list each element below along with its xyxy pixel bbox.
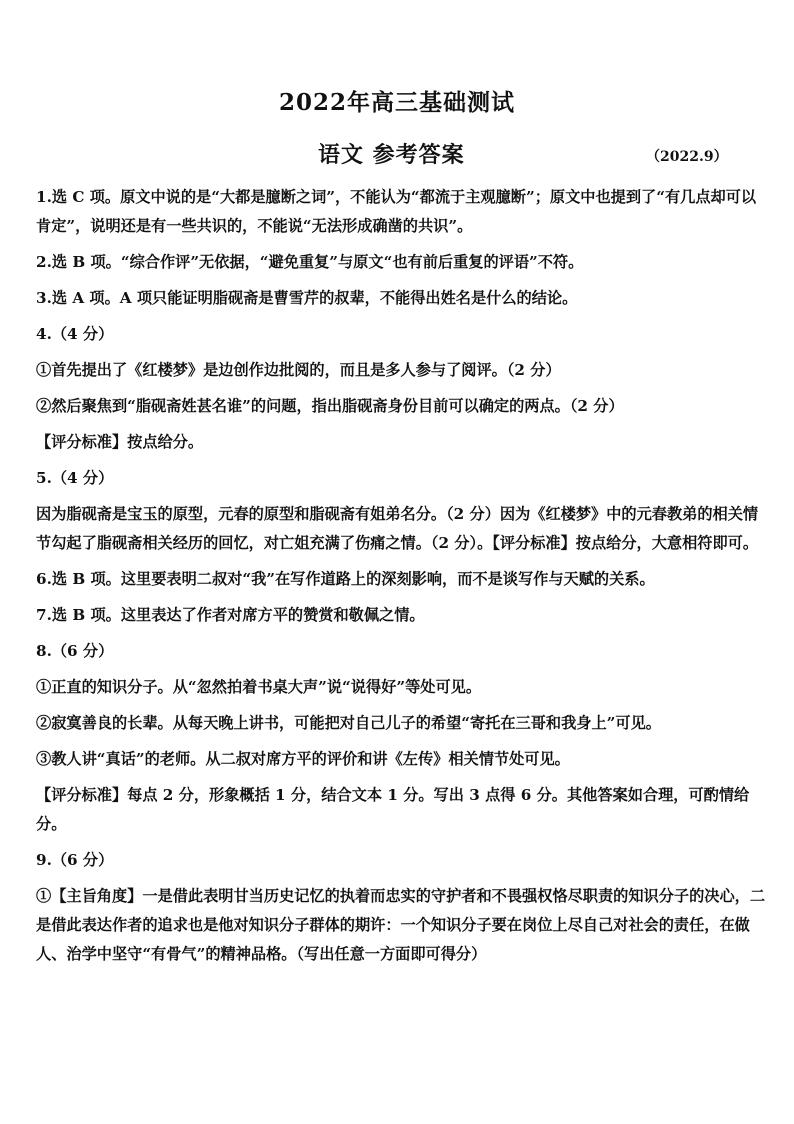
answer-6: 6.选 B 项。这里要表明二叔对“我”在写作道路上的深刻影响，而不是谈写作与天赋的关系。 (36, 570, 655, 588)
answer-4-point-1: ①首先提出了《红楼梦》是边创作边批阅的，而且是多人参与了阅评。（2 分） (36, 361, 561, 379)
answer-1: 1.选 C 项。原文中说的是“大都是臆断之词”，不能认为“都流于主观臆断”；原文中也提到了“有几点却可以肯定”，说明还是有一些共识的，不能说“无法形成确凿的共识”。 (36, 188, 757, 235)
answer-9-heading: 9.（6 分） (36, 851, 114, 869)
answer-8-point-1: ①正直的知识分子。从“忽然拍着书桌大声”说“说得好”等处可见。 (36, 678, 482, 696)
answer-8-point-3: ③教人讲“真话”的老师。从二叔对席方平的评价和讲《左传》相关情节处可见。 (36, 750, 570, 768)
answer-4-scoring: 【评分标准】按点给分。 (36, 433, 204, 451)
answer-5-body: 因为脂砚斋是宝玉的原型，元春的原型和脂砚斋有姐弟名分。（2 分）因为《红楼梦》中的元春教弟的相关情节勾起了脂砚斋相关经历的回忆，对亡姐充满了伤痛之情。（2 分）。【评分标准】按点给分，大意相符即可。 (36, 505, 759, 552)
document-subtitle: 语文 参考答案 (318, 142, 465, 168)
answer-3: 3.选 A 项。A 项只能证明脂砚斋是曹雪芹的叔辈，不能得出姓名是什么的结论。 (36, 289, 578, 307)
document-date: （2022.9） (646, 149, 728, 165)
answer-8-heading: 8.（6 分） (36, 642, 114, 660)
answer-content (36, 183, 766, 976)
answer-4-point-2: ②然后聚焦到“脂砚斋姓甚名谁”的问题，指出脂砚斋身份目前可以确定的两点。（2 分） (36, 397, 624, 415)
answer-7: 7.选 B 项。这里表达了作者对席方平的赞赏和敬佩之情。 (36, 606, 425, 624)
answer-8-scoring: 【评分标准】每点 2 分，形象概括 1 分，结合文本 1 分。写出 3 点得 6 分。其他答案如合理，可酌情给分。 (36, 786, 750, 833)
answer-4-heading: 4.（4 分） (36, 325, 114, 343)
answer-9-point-1: ①【主旨角度】一是借此表明甘当历史记忆的执着而忠实的守护者和不畏强权恪尽职责的知识分子的决心，二是借此表达作者的追求也是他对知识分子群体的期许：一个知识分子要在岗位上尽自己对社会的责任，在做人、治学中坚守“有骨气”的精神品格。（写出任意一方面即可得分） (36, 887, 765, 963)
answer-5-heading: 5.（4 分） (36, 469, 114, 487)
answer-2: 2.选 B 项。“综合作评”无依据，“避免重复”与原文“也有前后重复的评语”不符。 (36, 253, 584, 271)
document-title: 2022年高三基础测试 (278, 89, 515, 116)
answer-8-point-2: ②寂寞善良的长辈。从每天晚上讲书，可能把对自己儿子的希望“寄托在三哥和我身上”可见。 (36, 714, 661, 732)
